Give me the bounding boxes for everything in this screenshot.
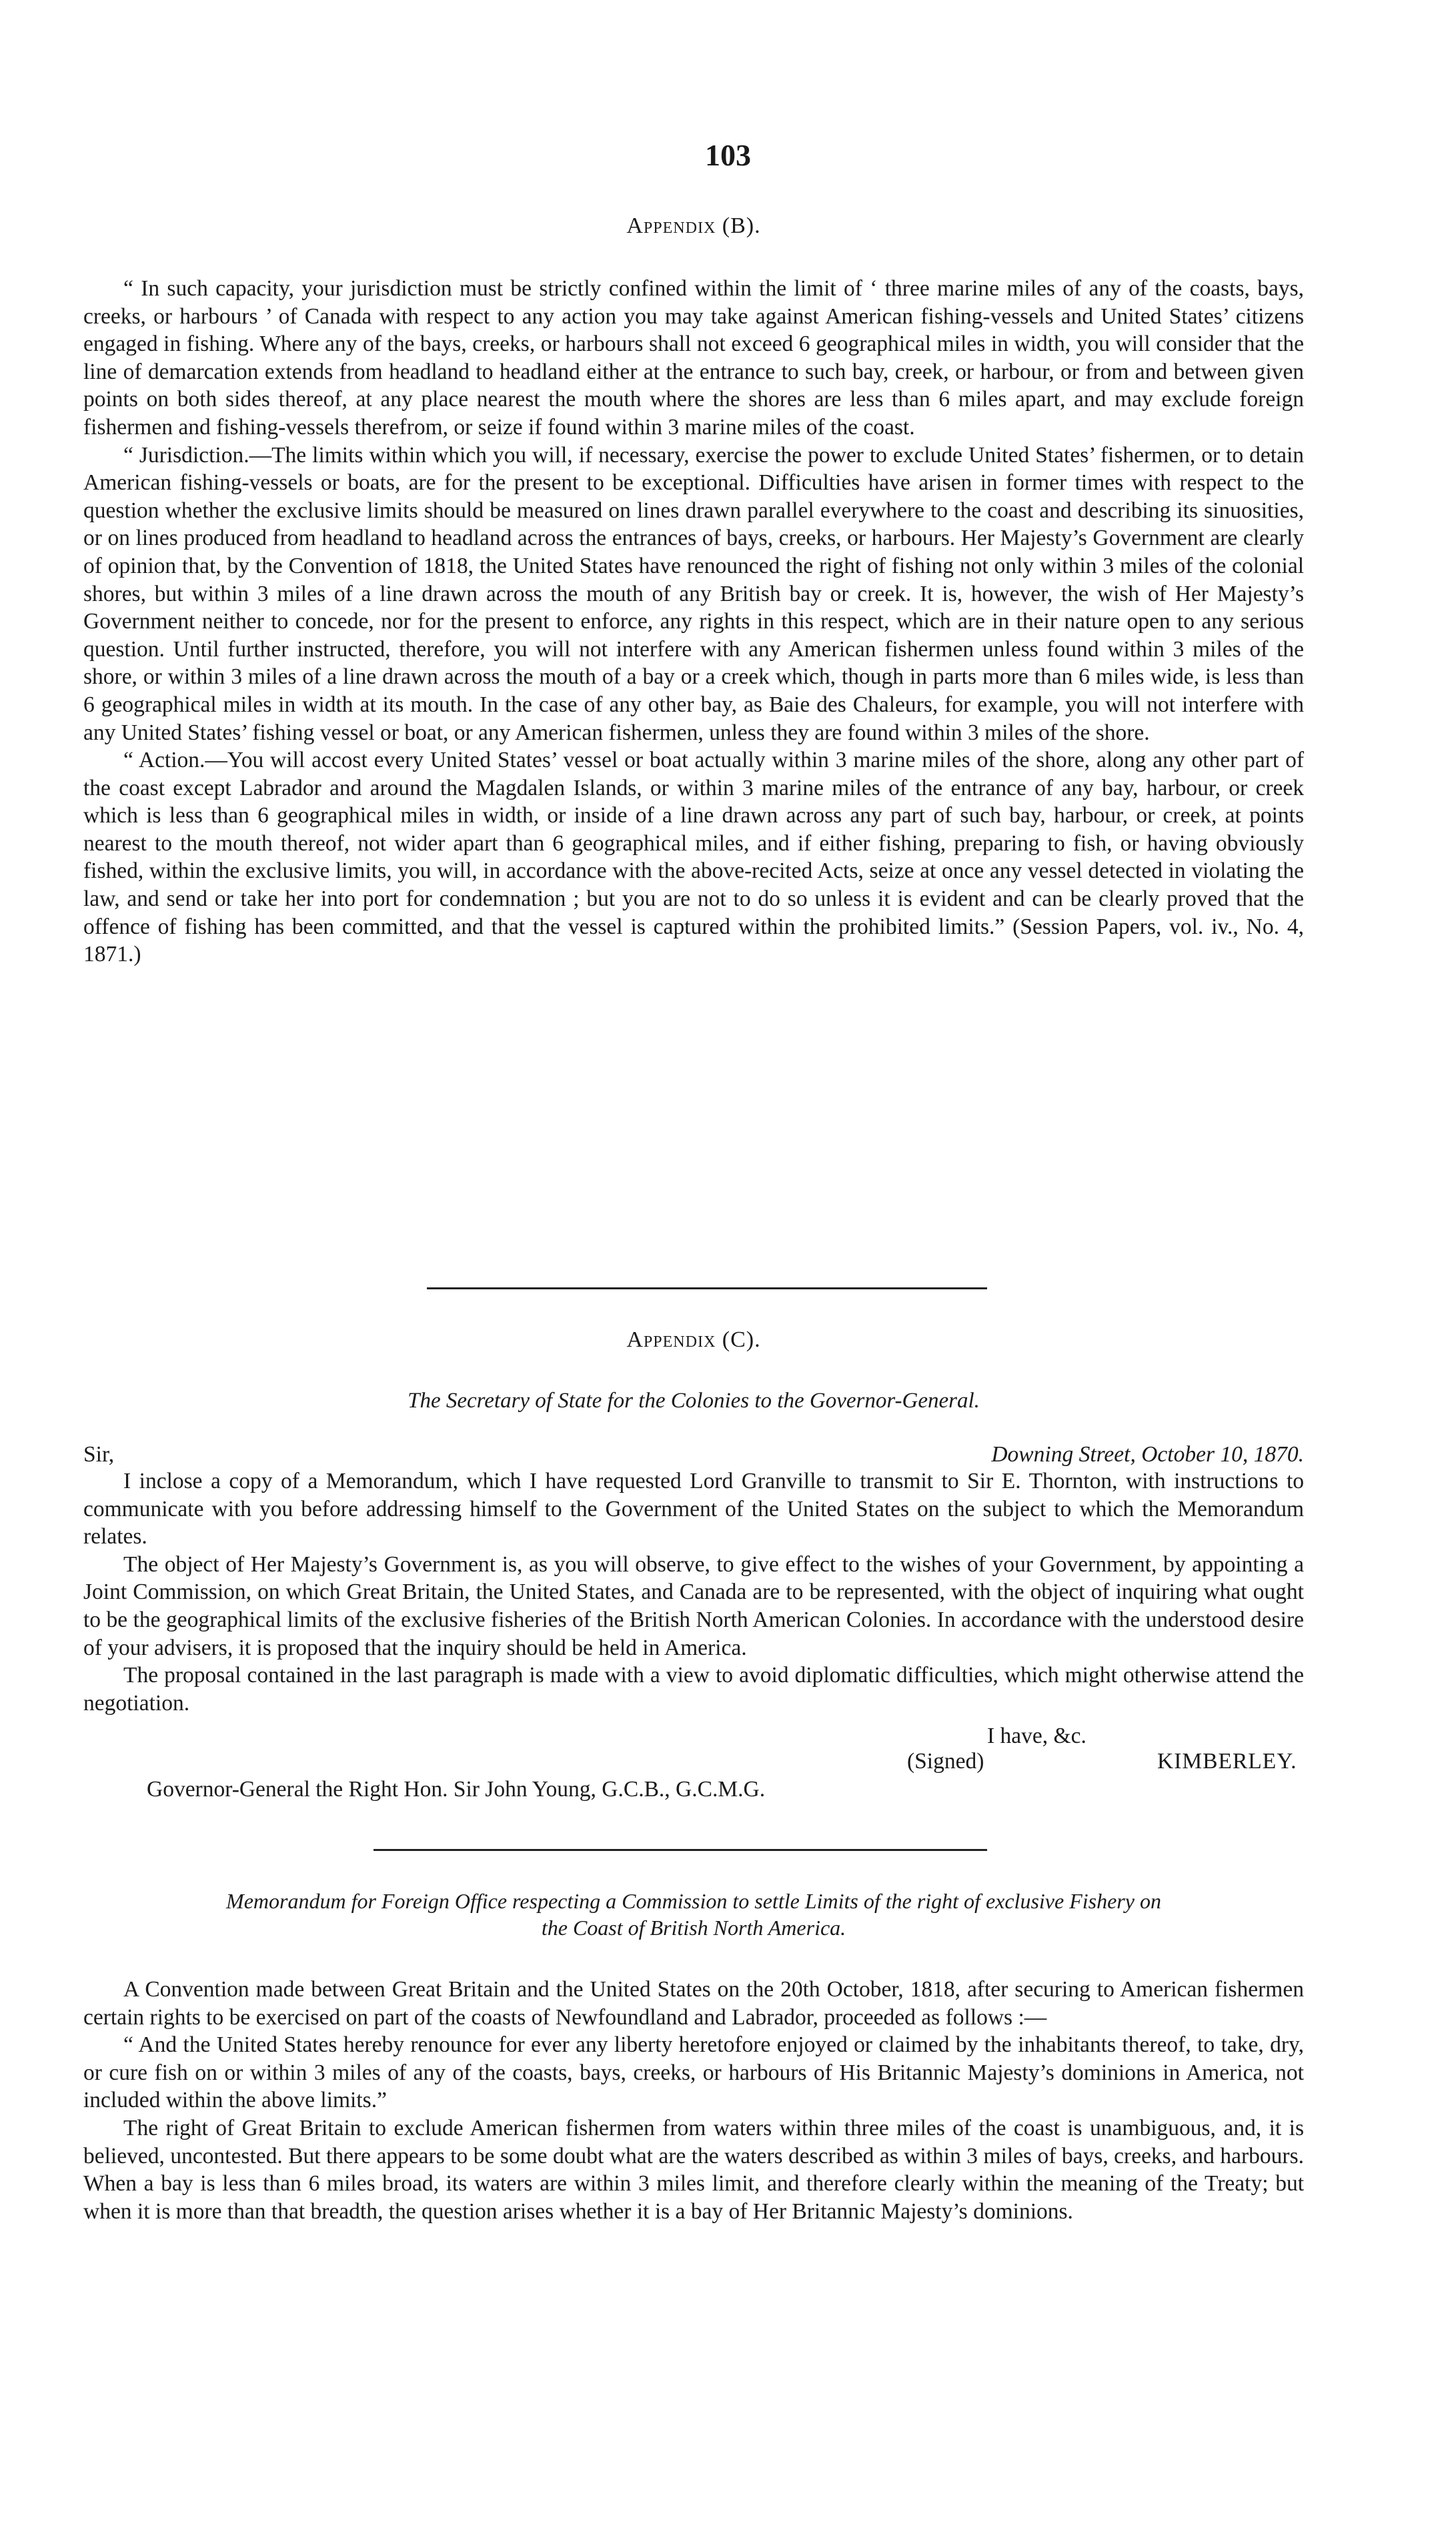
appendix-b-paragraph-1: “ In such capacity, your jurisdiction must be strictly confined within the limit of ‘ three marine miles of any of the coasts, bays, creeks, or harbours ’ of Canada with respect to any action you may take against American fishing-vessels and United States’ citizens engaged in fishing. Where any of the bays, creeks, or harbours shall not exceed 6 geographical miles in width, you will consider that the line of demarcation extends from headland to headland either at the entrance to such bay, creek, or harbour, or from and between given points on both sides thereof, at any place nearest the mouth where the shores are less than 6 miles apart, and may exclude foreign fishermen and fishing-vessels therefrom, or seize if found within 3 marine miles of the coast.	[83, 276, 1304, 440]
letter-header-row	[83, 1442, 1304, 1470]
appendix-b-paragraph-action: “ Action.—You will accost every United States’ vessel or boat actually within 3 marine miles of the shore, along any other part of the coast except Labrador and around the Magdalen Islands, or within 3 marine miles of the entrance of any bay, harbour, or creek which is less than 6 geographical miles in width, or inside of a line drawn across any part of such bay, harbour, or creek, at points nearest to the mouth thereof, not wider apart than 6 geographical miles, and if either fishing, preparing to fish, or having obviously fished, within the exclusive limits, you will, in accordance with the above-recited Acts, seize at once any vessel detected in violating the law, and send or take her into port for condemnation ; but you are not to do so unless it is evident and can be clearly proved that the offence of fishing has been committed, and that the vessel is captured within the prohibited limits.” (Session Papers, vol. iv., No. 4, 1871.)	[83, 748, 1304, 967]
appendix-b-heading: Appendix (B).	[626, 213, 761, 238]
signed-label: (Signed)	[907, 1749, 984, 1774]
letter-subtitle: The Secretary of State for the Colonies to the Governor-General.	[408, 1389, 980, 1413]
closing-row	[83, 1724, 1304, 1752]
section-divider	[427, 1287, 987, 1289]
letter-paragraph-2: The object of Her Majesty’s Government is, as you will observe, to give effect to the wishes of your Government, by appointing a Joint Commission, on which Great Britain, the United States, and Canada are to be represented, with the object of inquiring what ought to be the geographical limits of the exclusive fisheries of the British North American Colonies. In accordance with the understood desire of your advisers, it is proposed that the inquiry should be held in America.	[83, 1551, 1304, 1660]
memo-title-line-2: the Coast of British North America.	[541, 1916, 846, 1940]
letter-body	[83, 1467, 1304, 1717]
letter-paragraph-3: The proposal contained in the last paragraph is made with a view to avoid diplomatic difficulties, which might otherwise attend the negotiation.	[83, 1663, 1304, 1716]
signature-row	[83, 1749, 1304, 1777]
memo-paragraph-quote: “ And the United States hereby renounce for ever any liberty heretofore enjoyed or claimed by the inhabitants thereof, to take, dry, or cure fish on or within 3 miles of any of the coasts, bays, creeks, or harbours of His Britannic Majesty’s dominions in America, not included within the above limits.”	[83, 2032, 1304, 2113]
appendix-b-paragraph-jurisdiction: “ Jurisdiction.—The limits within which you will, if necessary, exercise the power to exclude United States’ fishermen, or to detain American fishing-vessels or boats, are for the present to be exceptional. Difficulties have arisen in former times with respect to the question whether the exclusive limits should be measured on lines drawn parallel everywhere to the coast and describing its sinuosities, or on lines produced from headland to headland across the entrances of bays, creeks, or harbours. Her Majesty’s Government are clearly of opinion that, by the Convention of 1818, the United States have renounced the right of fishing not only within 3 miles of the colonial shores, but within 3 miles of a line drawn across the mouth of any British bay or creek. It is, however, the wish of Her Majesty’s Government neither to concede, nor for the present to enforce, any rights in this respect, which are in their nature open to any serious question. Until further instructed, therefore, you will not interfere with any American fishermen unless found within 3 miles of the shore, or within 3 miles of a line drawn across the mouth of a bay or a creek which, though in parts more than 6 miles wide, is less than 6 geographical miles in width at its mouth. In the case of any other bay, as Baie des Chaleurs, for example, you will not interfere with any United States’ fishing vessel or boat, or any American fishermen, unless they are found within 3 miles of the shore.	[83, 442, 1304, 745]
appendix-b-section	[83, 213, 1304, 239]
memorandum-body	[83, 1976, 1304, 2225]
addressee-row	[83, 1777, 1304, 1805]
salutation: Sir,	[83, 1442, 115, 1467]
memo-paragraph-1: A Convention made between Great Britain and the United States on the 20th October, 1818, after securing to American fishermen certain rights to be exercised on part of the coasts of Newfoundland and Labrador, proceeded as follows :—	[83, 1977, 1304, 2030]
letter-paragraph-1: I inclose a copy of a Memorandum, which I have requested Lord Granville to transmit to Sir E. Thornton, with instructions to communicate with you before addressing himself to the Government of the United States on the subject to which the Memorandum relates.	[83, 1469, 1304, 1549]
memo-paragraph-3: The right of Great Britain to exclude American fishermen from waters within three miles of the coast is unambiguous, and, it is believed, uncontested. But there appears to be some doubt what are the waters described as within 3 miles of bays, creeks, and harbours. When a bay is less than 6 miles broad, its waters are within 3 miles limit, and therefore clearly within the meaning of the Treaty; but when it is more than that breadth, the question arises whether it is a bay of Her Britannic Majesty’s dominions.	[83, 2115, 1304, 2224]
page-number: 103	[705, 138, 751, 172]
appendix-c-heading: Appendix (C).	[626, 1327, 761, 1352]
memo-divider	[374, 1849, 987, 1851]
memorandum-title	[83, 1888, 1304, 1941]
dateline: Downing Street, October 10, 1870.	[991, 1442, 1304, 1467]
appendix-b-body	[83, 275, 1304, 969]
signer-name: KIMBERLEY.	[1157, 1749, 1297, 1774]
appendix-c-section	[83, 1327, 1304, 1353]
addressee: Governor-General the Right Hon. Sir John Young, G.C.B., G.C.M.G.	[147, 1777, 766, 1802]
appendix-c-subtitle-wrap	[83, 1389, 1304, 1413]
memo-title-line-1: Memorandum for Foreign Office respecting a Commission to settle Limits of the right of exclusive Fishery on	[226, 1889, 1161, 1913]
closing: I have, &c.	[987, 1724, 1086, 1748]
